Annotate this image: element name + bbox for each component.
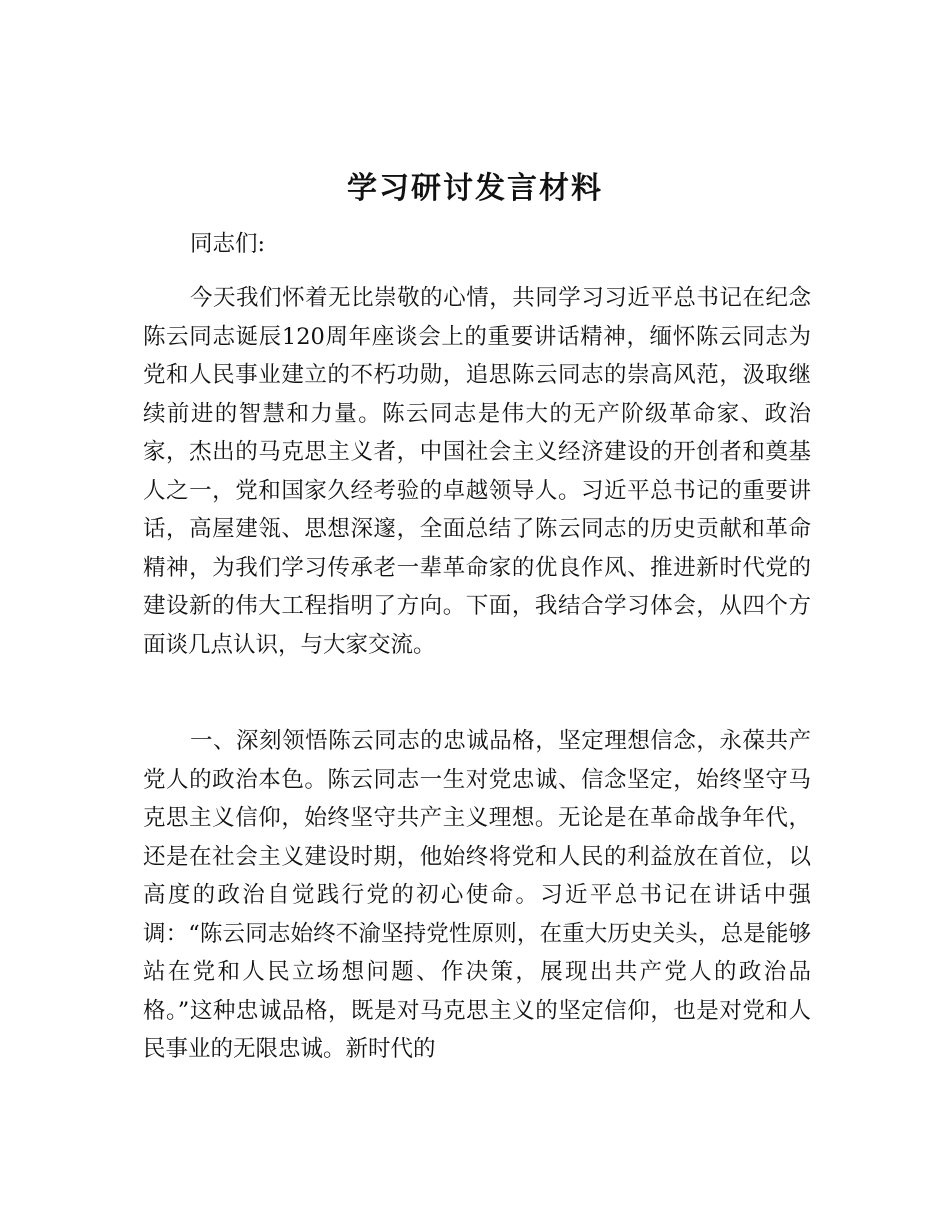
paragraph-section-one: 一、深刻领悟陈云同志的忠诚品格，坚定理想信念，永葆共产党人的政治本色。陈云同志一生对党忠诚、信念坚定，始终坚守马克思主义信仰，始终坚守共产主义理想。无论是在革命战争年代，还是在社会主义建设时期，他始终将党和人民的利益放在首位，以高度的政治自觉践行党的初心使命。习近平总书记在讲话中强调：“陈云同志始终不渝坚持党性原则，在重大历史关头，总是能够站在党和人民立场想问题、作决策，展现出共产党人的政治品格。”这种忠诚品格，既是对马克思主义的坚定信仰，也是对党和人民事业的无限忠诚。新时代的 [143,728,811,1062]
greeting: 同志们: [190,231,266,257]
document-title: 学习研讨发言材料 [347,171,603,206]
paragraph-intro: 今天我们怀着无比崇敬的心情，共同学习习近平总书记在纪念陈云同志诞辰120周年座谈会上的重要讲话精神，缅怀陈云同志为党和人民事业建立的不朽功勋，追思陈云同志的崇高风范，汲取继续前进的智慧和力量。陈云同志是伟大的无产阶级革命家、政治家，杰出的马克思主义者，中国社会主义经济建设的开创者和奠基人之一，党和国家久经考验的卓越领导人。习近平总书记的重要讲话，高屋建瓴、思想深邃，全面总结了陈云同志的历史贡献和革命精神，为我们学习传承老一辈革命家的优良作风、推进新时代党的建设新的伟大工程指明了方向。下面，我结合学习体会，从四个方面谈几点认识，与大家交流。 [143,285,811,658]
